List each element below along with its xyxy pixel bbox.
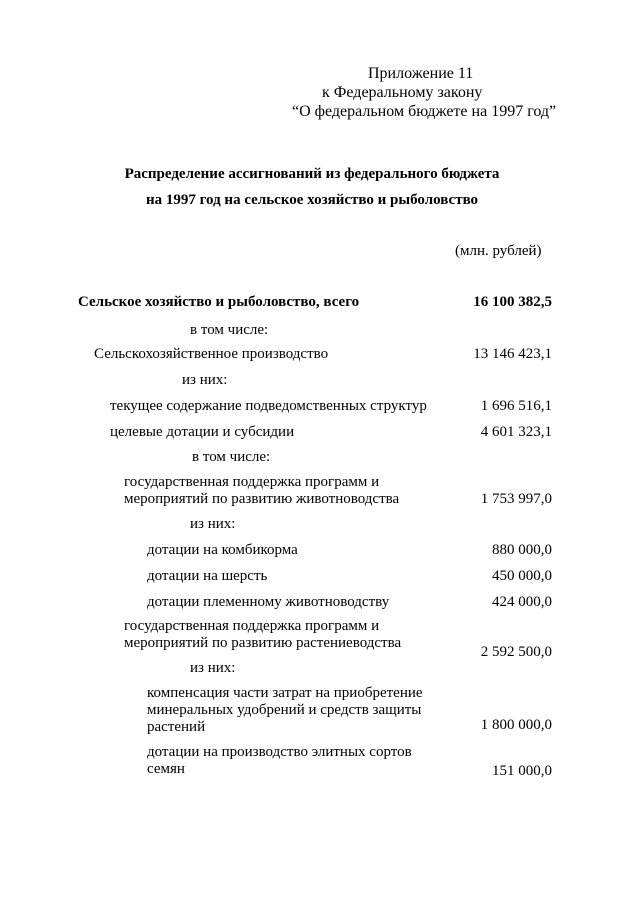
table-row-label: государственная поддержка программ и мероприятий по развитию животноводства: [124, 474, 400, 507]
table-row-value: 450 000,0: [492, 568, 552, 584]
table-row-label: из них:: [190, 660, 236, 676]
table-row-label: в том числе:: [190, 322, 269, 338]
table-row-label: дотации на производство элитных сортов семян: [147, 744, 412, 777]
table-row-label: дотации на комбикорма: [147, 542, 298, 558]
table-row-label: компенсация части затрат на приобретение минеральных удобрений и средств защиты растений: [147, 685, 423, 735]
table-row-label: из них:: [190, 516, 236, 532]
table-row-label: дотации на шерсть: [147, 568, 268, 584]
table-row-label: государственная поддержка программ и мероприятий по развитию растениеводства: [124, 618, 402, 651]
table-row-value: 4 601 323,1: [480, 424, 552, 440]
table-row-value: 13 146 423,1: [473, 346, 552, 362]
table-row-label: целевые дотации и субсидии: [110, 424, 295, 440]
table-row-label: в том числе:: [192, 449, 271, 465]
table-row-value: 880 000,0: [492, 542, 552, 558]
table-row-label: текущее содержание подведомственных структур: [110, 398, 427, 414]
table-row-label: дотации племенному животноводству: [147, 594, 390, 610]
table-row-value: 16 100 382,5: [473, 294, 552, 310]
table-row-label: Сельскохозяйственное производство: [94, 346, 329, 362]
page-title-line-1: Распределение ассигнований из федерального бюджета: [124, 166, 500, 182]
appendix-law-ref: к Федеральному закону: [322, 84, 483, 101]
appendix-number: Приложение 11: [368, 65, 474, 82]
table-row-value: 1 753 997,0: [480, 491, 552, 507]
table-row-value: 424 000,0: [492, 594, 552, 610]
table-row-label: Сельское хозяйство и рыболовство, всего: [78, 294, 360, 310]
table-row-value: 2 592 500,0: [480, 644, 552, 660]
table-row-label: из них:: [182, 372, 228, 388]
units-label: (млн. рублей): [455, 243, 542, 259]
page-title-line-2: на 1997 год на сельское хозяйство и рыболовство: [145, 192, 479, 208]
appendix-law-title: “О федеральном бюджете на 1997 год”: [292, 103, 557, 120]
table-row-value: 1 696 516,1: [480, 398, 552, 414]
table-row-value: 1 800 000,0: [480, 717, 552, 733]
table-row-value: 151 000,0: [492, 763, 552, 779]
